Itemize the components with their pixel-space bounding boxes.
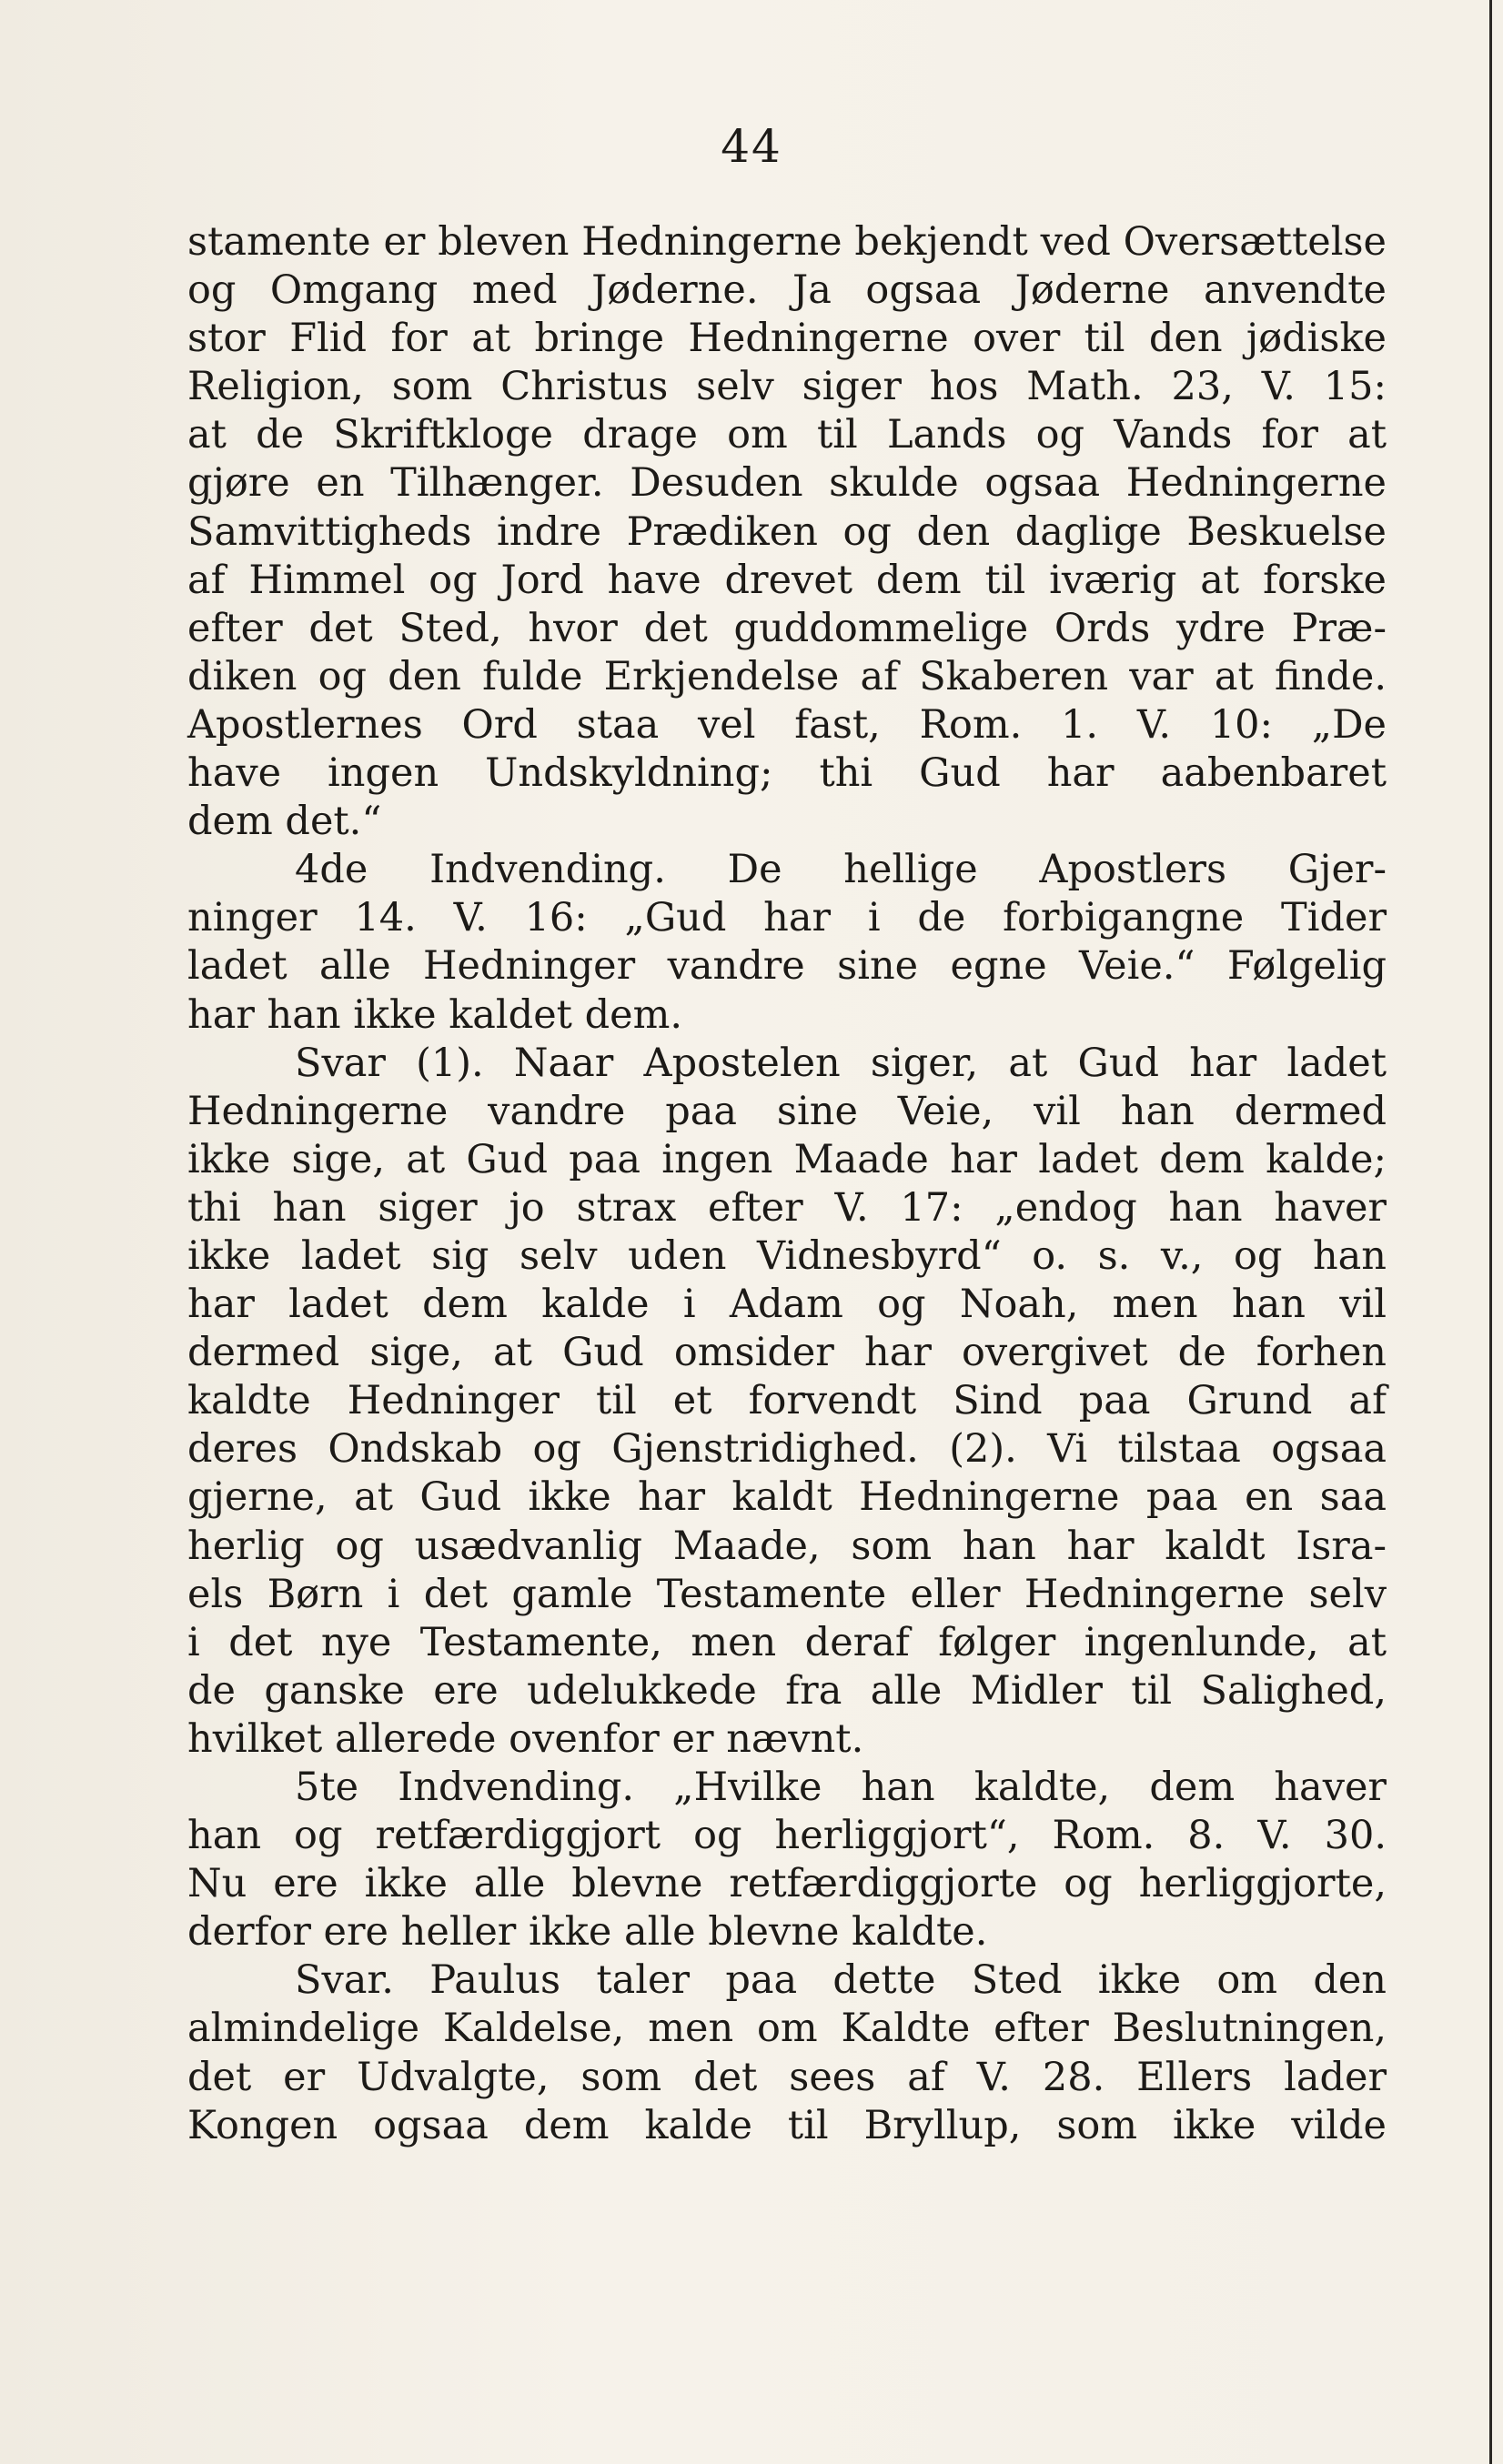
text-line: herlig og usædvanlig Maade, som han har kaldt Isra- <box>187 1523 1387 1569</box>
page-edge-line <box>1489 0 1492 2464</box>
text-line: almindelige Kaldelse, men om Kaldte efter Beslutningen, <box>187 2006 1387 2052</box>
text-line: Samvittigheds indre Prædiken og den daglige Beskuelse <box>187 508 1387 555</box>
text-line: ikke ladet sig selv uden Vidnesbyrd“ o. s. v., og han <box>187 1232 1387 1279</box>
text-line: Hedningerne vandre paa sine Veie, vil han dermed <box>187 1088 1387 1134</box>
text-line: har han ikke kaldet dem. <box>187 991 683 1038</box>
text-line: diken og den fulde Erkjendelse af Skaberen var at finde. <box>187 653 1387 699</box>
text-line: efter det Sted, hvor det guddommelige Ords ydre Præ- <box>187 605 1387 651</box>
text-line: Apostlernes Ord staa vel fast, Rom. 1. V. 10: „De <box>187 701 1387 748</box>
text-line: ninger 14. V. 16: „Gud har i de forbigangne Tider <box>187 895 1387 941</box>
text-line: els Børn i det gamle Testamente eller Hedningerne selv <box>187 1571 1387 1617</box>
text-line: dem det.“ <box>187 799 382 845</box>
text-line: Svar (1). Naar Apostelen siger, at Gud har ladet <box>295 1040 1387 1086</box>
text-line: gjerne, at Gud ikke har kaldt Hedningerne paa en saa <box>187 1474 1387 1521</box>
text-line: stamente er bleven Hedningerne bekjendt ved Oversættelse <box>187 219 1387 265</box>
text-line: ikke sige, at Gud paa ingen Maade har ladet dem kalde; <box>187 1136 1387 1182</box>
text-line: dermed sige, at Gud omsider har overgivet de forhen <box>187 1330 1387 1376</box>
text-line: i det nye Testamente, men deraf følger ingenlunde, at <box>187 1619 1387 1665</box>
text-line: og Omgang med Jøderne. Ja ogsaa Jøderne anvendte <box>187 267 1387 314</box>
text-line: af Himmel og Jord have drevet dem til iværig at forske <box>187 557 1387 603</box>
text-line: stor Flid for at bringe Hedningerne over til den jødiske <box>187 316 1387 362</box>
text-line: det er Udvalgte, som det sees af V. 28. Ellers lader <box>187 2054 1387 2100</box>
text-line: Nu ere ikke alle blevne retfærdiggjorte og herliggjorte, <box>187 1861 1387 1907</box>
page-number: 44 <box>721 120 782 173</box>
text-line: 5te Indvending. „Hvilke han kaldte, dem haver <box>295 1765 1387 1810</box>
text-line: Svar. Paulus taler paa dette Sted ikke om den <box>295 1957 1387 2004</box>
text-line: have ingen Undskyldning; thi Gud har aabenbaret <box>187 750 1387 797</box>
body-text <box>187 218 1387 2150</box>
text-line: har ladet dem kalde i Adam og Noah, men han vil <box>187 1282 1387 1328</box>
text-line: de ganske ere udelukkede fra alle Midler til Salighed, <box>187 1667 1387 1714</box>
text-line: Religion, som Christus selv siger hos Math. 23, V. 15: <box>187 364 1387 410</box>
text-line: derfor ere heller ikke alle blevne kaldte. <box>187 1909 988 1956</box>
text-line: Kongen ogsaa dem kalde til Bryllup, som ikke vilde <box>187 2102 1387 2148</box>
text-line: thi han siger jo strax efter V. 17: „endog han haver <box>187 1184 1387 1231</box>
text-line: han og retfærdiggjort og herliggjort“, Rom. 8. V. 30. <box>187 1813 1387 1859</box>
text-line: ladet alle Hedninger vandre sine egne Veie.“ Følgelig <box>187 943 1387 990</box>
text-line: gjøre en Tilhænger. Desuden skulde ogsaa Hedningerne <box>187 460 1387 507</box>
text-line: deres Ondskab og Gjenstridighed. (2). Vi tilstaa ogsaa <box>187 1426 1387 1473</box>
text-line: kaldte Hedninger til et forvendt Sind paa Grund af <box>187 1378 1387 1424</box>
text-line: at de Skriftkloge drage om til Lands og Vands for at <box>187 412 1387 458</box>
text-line: 4de Indvending. De hellige Apostlers Gjer- <box>295 847 1387 893</box>
text-line: hvilket allerede ovenfor er nævnt. <box>187 1715 864 1762</box>
